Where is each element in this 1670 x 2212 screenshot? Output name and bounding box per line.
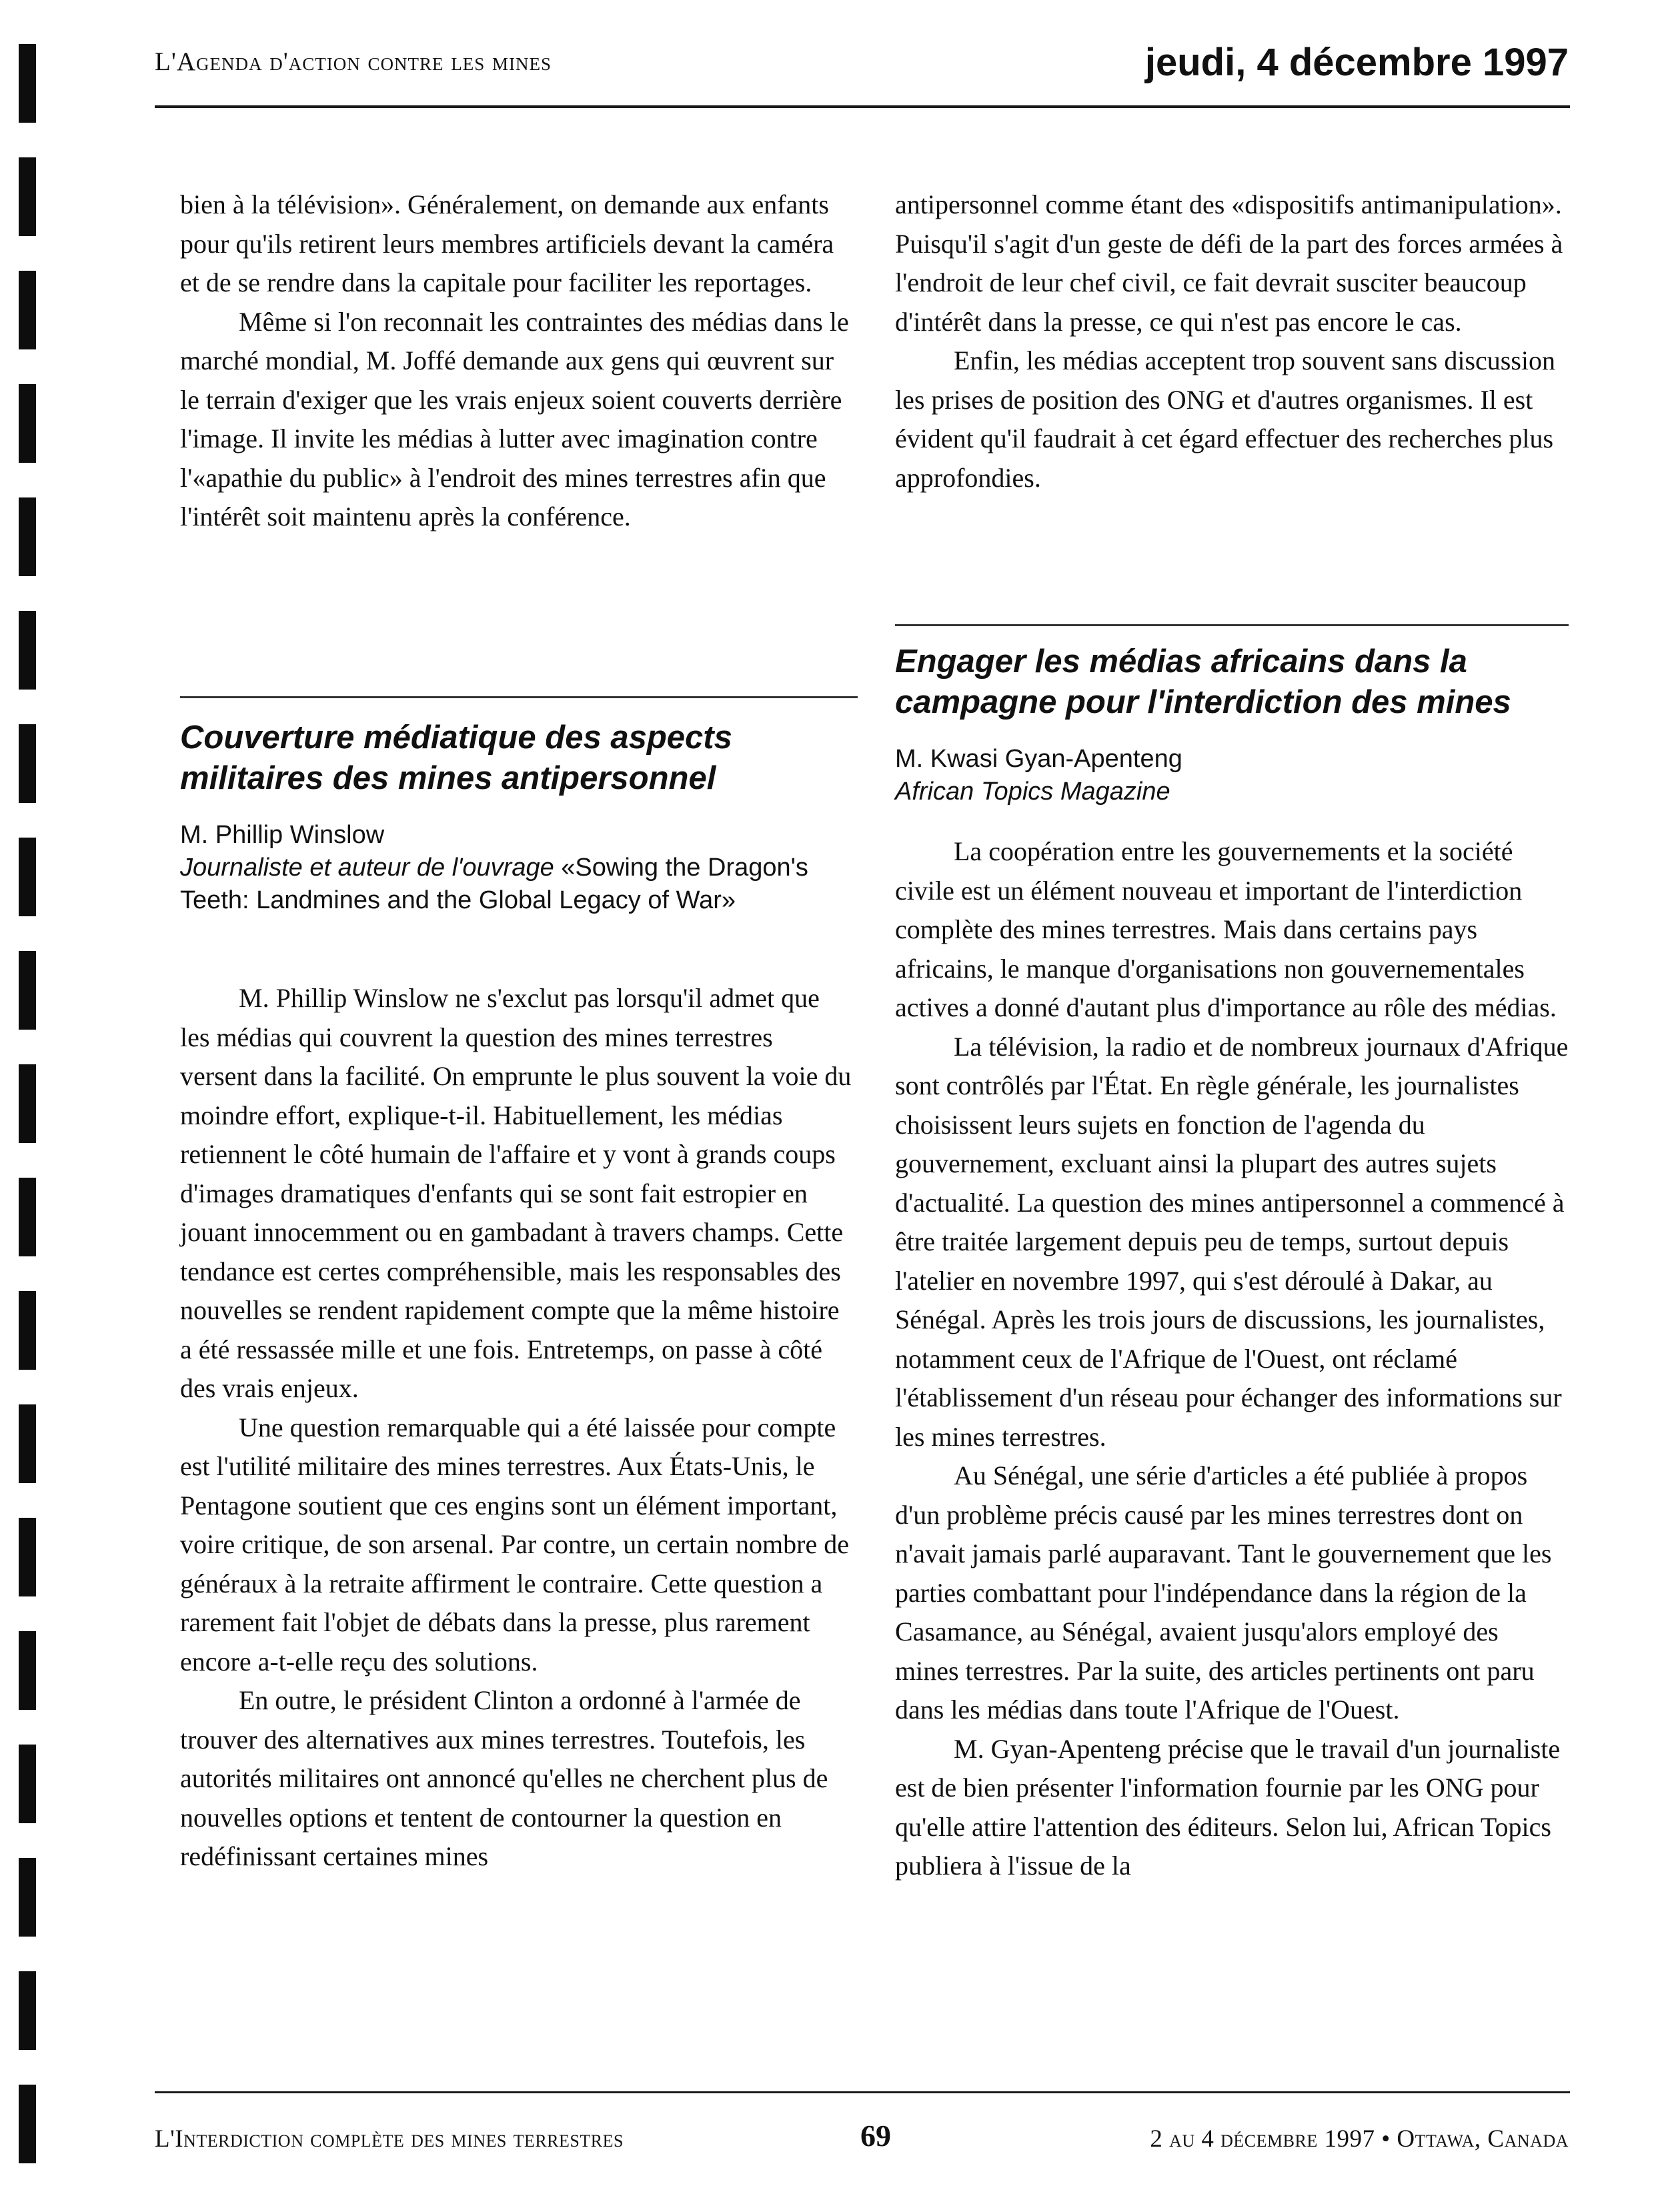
punch-hole	[19, 1064, 36, 1143]
right-column-article	[895, 832, 1569, 1886]
paragraph: bien à la télévision». Généralement, on demande aux enfants pour qu'ils retirent leurs membres artificiels devant la caméra et de se rendre dans la capitale pour faciliter les reportages.	[180, 189, 834, 297]
author-name: M. Phillip Winslow	[180, 821, 385, 849]
running-footer-title: L'Interdiction complète des mines terrestres	[155, 2125, 624, 2153]
footer-event-info: 2 au 4 décembre 1997 • Ottawa, Canada	[1150, 2125, 1569, 2153]
punch-hole	[19, 384, 36, 463]
affiliation-italic: Journaliste et auteur de l'ouvrage	[180, 854, 554, 882]
section-title: Engager les médias africains dans la campagne pour l'interdiction des mines	[895, 644, 1511, 720]
punch-hole	[19, 1745, 36, 1823]
running-header-title: L'Agenda d'action contre les mines	[155, 47, 552, 76]
author-affiliation	[180, 852, 874, 917]
paragraph: Enfin, les médias acceptent trop souvent sans discussion les prises de position des ONG et d'autres organismes. Il est évident qu'il faudrait à cet égard effectuer des recherches plus approfondies.	[895, 345, 1556, 493]
affiliation-book-title: «Sowing the Dragon's Teeth: Landmines and the Global Legacy of War»	[180, 854, 808, 914]
paragraph: antipersonnel comme étant des «dispositifs antimanipulation». Puisqu'il s'agit d'un geste de défi de la part des forces armées à l'endroit de leur chef civil, ce fait devrait susciter beaucoup d'intérêt dans la presse, ce qui n'est pas encore le cas.	[895, 189, 1563, 337]
section-rule	[895, 624, 1569, 626]
author-name: M. Kwasi Gyan-Apenteng	[895, 745, 1182, 773]
punch-hole	[19, 951, 36, 1030]
header-date: jeudi, 4 décembre 1997	[1144, 41, 1569, 84]
punch-hole	[19, 157, 36, 236]
paragraph: Une question remarquable qui a été laissée pour compte est l'utilité militaire des mines terrestres. Aux États-Unis, le Pentagone soutient que ces engins sont un élément important, voire critique, de son arsenal. Par contre, un certain nombre de généraux à la retraite affirment le contraire. Cette question a rarement fait l'objet de débats dans la presse, plus rarement encore a-t-elle reçu des solutions.	[180, 1412, 849, 1677]
right-column-intro	[895, 185, 1569, 497]
punch-hole	[19, 1631, 36, 1710]
punch-hole	[19, 838, 36, 916]
header-rule	[155, 105, 1570, 108]
punch-hole	[19, 271, 36, 349]
section-byline	[895, 743, 1589, 808]
paragraph: M. Phillip Winslow ne s'exclut pas lorsqu'il admet que les médias qui couvrent la question des mines terrestres versent dans la facilité. On emprunte le plus souvent la voie du moindre effort, explique-t-il. Habituellement, les médias retiennent le côté humain de l'affaire et y vont à grands coups d'images dramatiques d'enfants qui se sont fait estropier en jouant innocemment ou en gambadant à travers champs. Cette tendance est certes compréhensible, mais les responsables des nouvelles se rendent rapidement compte que la même histoire a été ressassée mille et une fois. Entretemps, on passe à côté des vrais enjeux.	[180, 983, 852, 1403]
footer-rule	[155, 2091, 1570, 2093]
section-title: Couverture médiatique des aspects militaires des mines antipersonnel	[180, 720, 732, 796]
left-column-article	[180, 979, 854, 1877]
left-column-intro	[180, 185, 854, 537]
punch-hole	[19, 2085, 36, 2163]
paragraph: Même si l'on reconnait les contraintes des médias dans le marché mondial, M. Joffé demande aux gens qui œuvrent sur le terrain d'exiger que les vrais enjeux soient couverts derrière l'image. Il invite les médias à lutter avec imagination contre l'«apathie du public» à l'endroit des mines terrestres afin que l'intérêt soit maintenu après la conférence.	[180, 306, 849, 531]
punch-hole	[19, 1404, 36, 1483]
paragraph: Au Sénégal, une série d'articles a été publiée à propos d'un problème précis causé par les mines terrestres dont on n'avait jamais parlé auparavant. Tant le gouvernement que les parties combattant pour l'indépendance dans la région de la Casamance, au Sénégal, avaient jusqu'alors employé des mines terrestres. Par la suite, des articles pertinents ont paru dans les médias dans toute l'Afrique de l'Ouest.	[895, 1460, 1552, 1725]
punch-hole	[19, 1178, 36, 1256]
punch-hole	[19, 497, 36, 576]
punch-hole	[19, 1518, 36, 1596]
punch-hole	[19, 44, 36, 123]
paragraph: En outre, le président Clinton a ordonné à l'armée de trouver des alternatives aux mines terrestres. Toutefois, les autorités militaires ont annoncé qu'elles ne cherchent plus de nouvelles options et tentent de contourner la question en redéfinissant certaines mines	[180, 1685, 828, 1871]
author-affiliation: African Topics Magazine	[895, 778, 1170, 806]
section-byline	[180, 819, 874, 917]
page-number: 69	[860, 2119, 891, 2153]
paragraph: M. Gyan-Apenteng précise que le travail d'un journaliste est de bien présenter l'information fournie par les ONG pour qu'elle attire l'attention des éditeurs. Selon lui, African Topics publiera à l'issue de la	[895, 1733, 1561, 1881]
punch-hole	[19, 1971, 36, 2050]
paragraph: La coopération entre les gouvernements et la société civile est un élément nouveau et important de l'interdiction complète des mines terrestres. Mais dans certains pays africains, le manque d'organisations non gouvernementales actives a donné d'autant plus d'importance au rôle des médias.	[895, 836, 1557, 1022]
punch-hole	[19, 724, 36, 803]
section-rule	[180, 696, 858, 698]
punch-hole	[19, 1858, 36, 1937]
punch-hole	[19, 1291, 36, 1370]
paragraph: La télévision, la radio et de nombreux journaux d'Afrique sont contrôlés par l'État. En règle générale, les journalistes choisissent leurs sujets en fonction de l'agenda du gouvernement, excluant ainsi la plupart des autres sujets d'actualité. La question des mines antipersonnel a commencé à être traitée largement depuis peu de temps, surtout depuis l'atelier en novembre 1997, qui s'est déroulé à Dakar, au Sénégal. Après les trois jours de discussions, les journalistes, notamment ceux de l'Afrique de l'Ouest, ont réclamé l'établissement d'un réseau pour échanger des informations sur les mines terrestres.	[895, 1031, 1569, 1452]
punch-hole	[19, 611, 36, 690]
